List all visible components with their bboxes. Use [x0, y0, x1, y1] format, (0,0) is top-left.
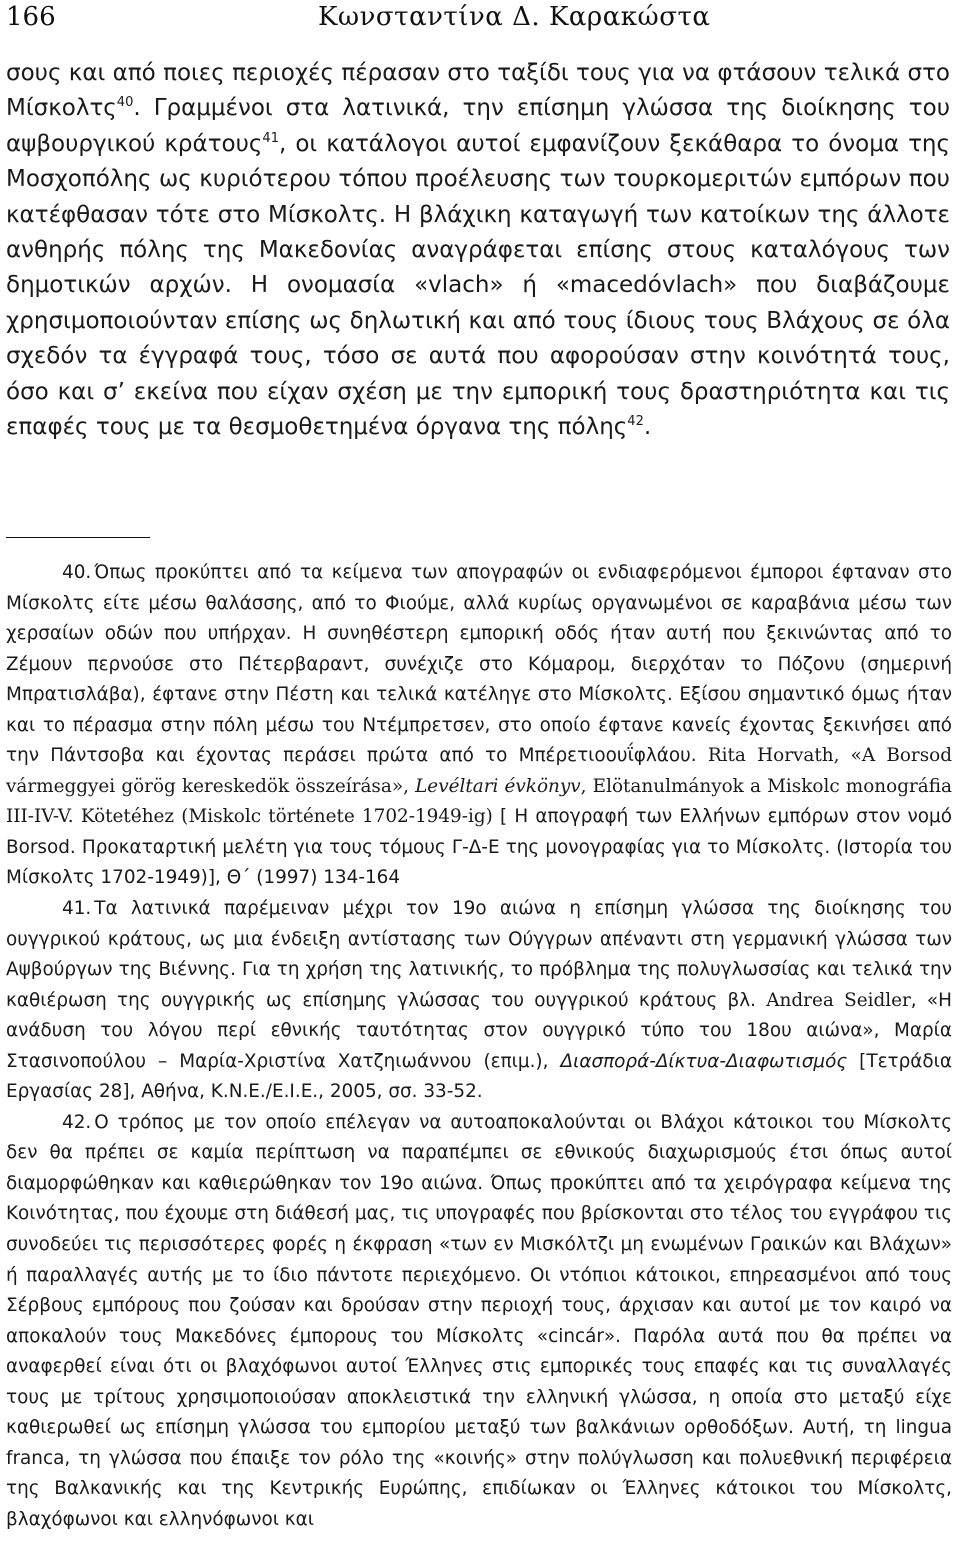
footnote-text: Όπως προκύπτει από τα κείμενα των απογραφών οι ενδιαφερόμενοι έμποροι έφταναν στο Μίσκολτς είτε μέσω θαλάσσης, από το Φιούμε, αλλά κυρίως οργανωμένοι σε καραβάνια μέσω των χερσαίων οδών που υπήρχαν. Η συνηθέστερη εμπορική οδός ήταν αυτή που ξεκινώντας από το Ζέμουν περνούσε στο Πέτερβαραντ, συνέχιζε στο Κόμαρομ, διερχόταν το Πόζονυ (σημερινή Μπρατισλάβα), έφτανε στην Πέστη και τελικά κατέληγε στο Μίσκολτς. Εξίσου σημαντικό όμως ήταν και το πέρασμα στην πόλη μέσω του Ντέμπρετσεν, στο οποίο έφτανε κανείς έχοντας ξεκινήσει από την Πάντσοβα και έχοντας περάσει πρώτα από το Μπέρετιοουΐφλάου.	[6, 562, 952, 767]
footnote-separator	[6, 537, 150, 538]
footnote-number: 41.	[62, 898, 92, 920]
footnote-text: Ο τρόπος με τον οποίο επέλεγαν να αυτοαποκαλούνται οι Βλάχοι κάτοικοι του Μίσκολτς δεν θα πρέπει σε καμία περίπτωση να παραπέμπει σε εθνικούς διαχωρισμούς έτσι όπως αυτοί διαμορφώθηκαν και καθιερώθηκαν τον 19ο αιώνα. Όπως προκύπτει από τα χειρόγραφα κείμενα της Κοινότητας, που έχουμε στη διάθεσή μας, τις υπογραφές που βρίσκονται στο τέλος του εγγράφου τις συνοδεύει τις περισσότερες φορές η έκφραση «των εν Μισκόλτζι μη ενωμένων Γραικών και Βλάχων» ή παραλλαγές αυτής με το ίδιο πάντοτε περιεχόμενο. Οι ντόπιοι κάτοικοι, επηρεασμένοι από τους Σέρβους εμπόρους που ζούσαν και δρούσαν στην περιοχή τους, άρχισαν και αυτοί με τον καιρό να αποκαλούν τους Μακεδόνες έμπορους του Μίσκολτς «cincár». Παρόλα αυτά που θα πρέπει να αναφερθεί είναι ότι οι βλαχόφωνοι αυτοί Έλληνες στις εμπορικές τους επαφές και τις συναλλαγές τους με τρίτους χρησιμοποιούσαν αποκλειστικά την ελληνική γλώσσα, η οποία στο μεταξύ είχε καθιερωθεί ως επίσημη γλώσσα του εμπορίου μεταξύ των βαλκάνιων ορθοδόξων. Αυτή, τη lingua franca, τη γλώσσα που έπαιξε τον ρόλο της «κοινής» στην πολύγλωσση και πολυεθνική περιφέρεια της Βαλκανικής και της Κεντρικής Ευρώπης, επιδίωκαν οι Έλληνες κάτοικοι του Μίσκολτς, βλαχόφωνοι και ελληνόφωνοι και	[6, 1111, 952, 1530]
page-number: 166	[6, 2, 56, 32]
body-text-4: .	[643, 414, 652, 441]
footnote-ref-42: 42	[627, 414, 644, 430]
page-header	[0, 0, 960, 40]
body-text-3: , οι κατάλογοι αυτοί εμφανίζουν ξεκάθαρα το όνομα της Μοσχοπόλης ως κυριότερου τόπου προέλευσης των τουρκομεριτών εμπόρων που κατέφθασαν τότε στο Μίσκολτς. Η βλάχικη καταγωγή των κατοίκων της άλλοτε ανθηρής πόλης της Μακεδονίας αναγράφεται επίσης στους καταλόγους των δημοτικών αρχών. Η ονομασία «vlach» ή «macedóvlach» που διαβάζουμε χρησιμοποιούνταν επίσης ως δηλωτική και από τους ίδιους τους Βλάχους σε όλα σχεδόν τα έγγραφά τους, τόσο σε αυτά που αφορούσαν στην κοινότητά τους, όσο και σ’ εκείνα που είχαν σχέση με την εμπορική τους δραστηριότητα και τις επαφές τους με τα θεσμοθετημένα όργανα της πόλης	[6, 130, 950, 441]
main-text	[6, 56, 950, 445]
footnote-42	[6, 1108, 952, 1536]
footnote-ref-40: 40	[116, 95, 134, 111]
footnote-citation: [ Η απογραφή των Ελλήνων εμπόρων στον νομό Borsod. Προκαταρτική μελέτη για τους τόμους Γ-Δ-Ε της μονογραφίας για το Μίσκολτς. (Ιστορία του Μίσκολτς 1702-1949)], Θ΄ (1997) 134-164	[6, 806, 952, 889]
running-head-author: Κωνσταντίνα Δ. Καρακώστα	[318, 2, 711, 32]
footnote-citation: [Τετράδια Εργασίας 28], Αθήνα, Κ.Ν.Ε./Ε.Ι.Ε., 2005, σσ. 33-52.	[6, 1050, 952, 1103]
footnotes	[6, 558, 952, 1536]
footnote-text: Τα λατινικά παρέμειναν μέχρι τον 19ο αιώνα η επίσημη γλώσσα της διοίκησης του ουγγρικού κράτους, ως μια ένδειξη αντίστασης των Ούγγρων απέναντι στη γερμανική γλώσσα των Αψβούργων της Βιέννης. Για τη χρήση της λατινικής, το πρόβλημα της πολυγλωσσίας και τελικά την καθιέρωση της ουγγρικής ως επίσημης γλώσσας του ουγγρικού κράτους βλ.	[6, 898, 952, 1011]
footnote-number: 40.	[62, 562, 92, 583]
footnote-number: 42.	[62, 1111, 92, 1133]
body-text-2: . Γραμμένοι στα λατινικά, την επίσημη γλώσσα της διοίκησης του αψβουργικού κράτους	[6, 95, 950, 157]
footnote-40	[6, 558, 952, 894]
body-text-1: σους και από ποιες περιοχές πέρασαν στο ταξίδι τους για να φτάσουν τελικά στο Μίσκολτς	[6, 60, 950, 122]
footnote-citation: Rita Horvath, «A Borsod vármeggyei görög kereskedök összeírása»,	[6, 745, 952, 797]
footnote-author: Andrea Seidler	[766, 989, 911, 1011]
footnote-journal-title: Levéltari évkönyv	[415, 775, 581, 797]
body-paragraph	[6, 56, 950, 445]
footnote-book-title: Διασπορά-Δίκτυα-Διαφωτισμός	[560, 1050, 848, 1072]
footnote-citation: , «Η ανάδυση του λόγου περί εθνικής ταυτότητας στον ουγγρικό τύπο του 18ου αιώνα», Μαρία Στασινοπούλου – Μαρία-Χριστίνα Χατζηιωάννου (επιμ.),	[6, 989, 952, 1072]
footnote-citation: , Elötanulmányok a Miskolc monográfia III-IV-V. Kötetéhez (Miskolc története 1702-1949-ig)	[6, 775, 952, 828]
footnote-41	[6, 894, 952, 1108]
footnote-ref-41: 41	[262, 130, 279, 146]
